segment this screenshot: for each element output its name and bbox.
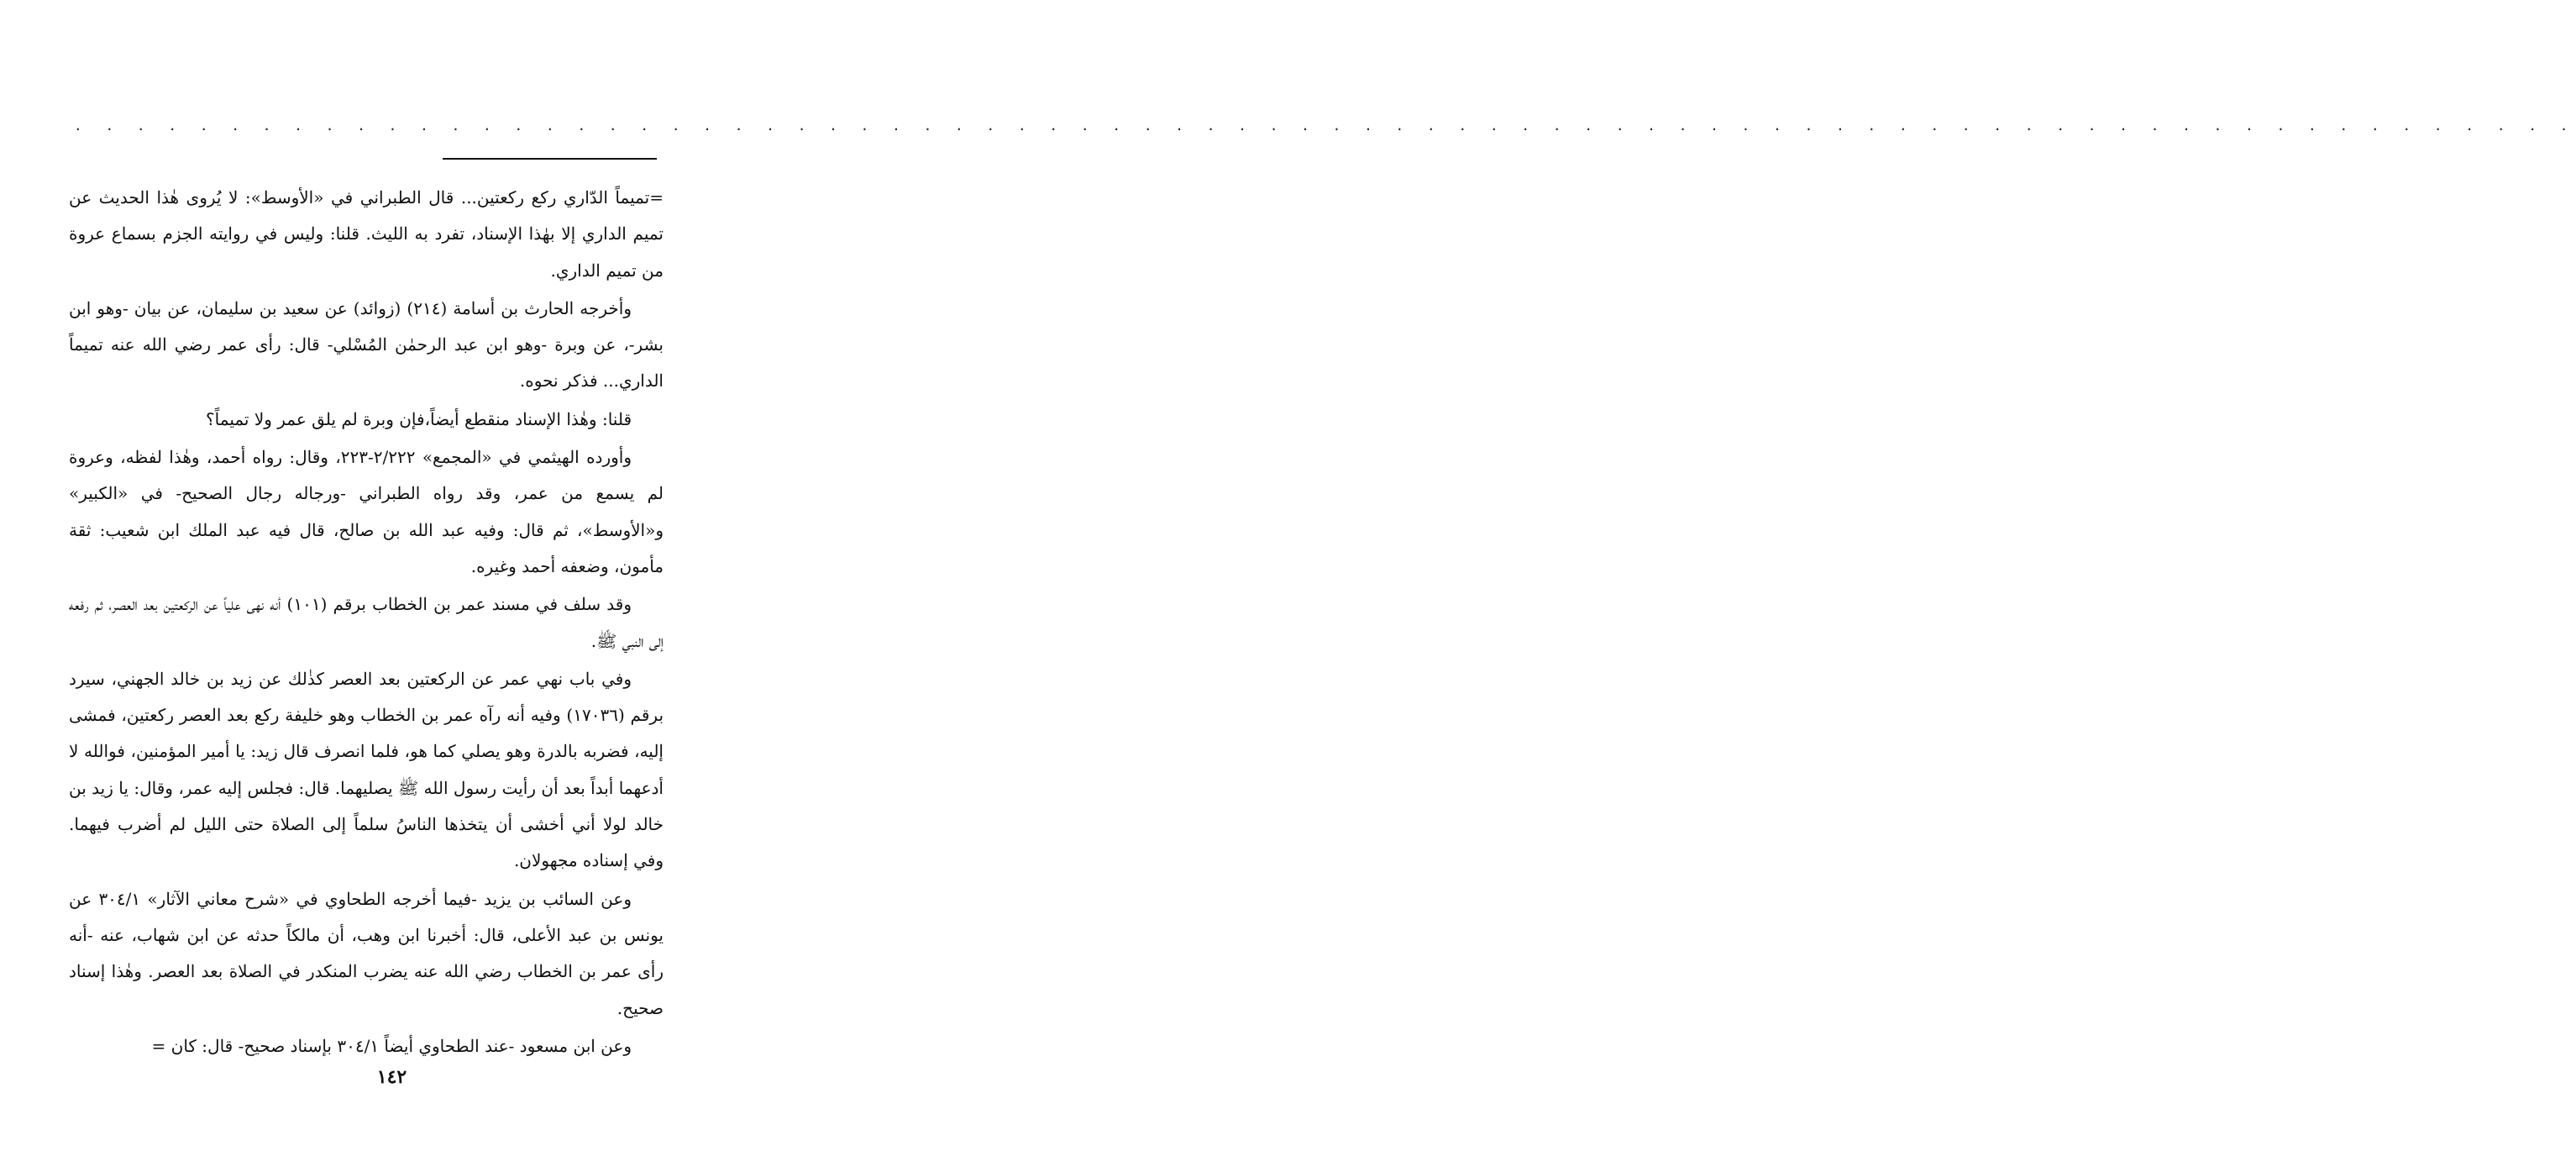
paragraph-continued: =تميماً الدّاري ركع ركعتين... قال الطبراني في «الأوسط»: لا يُروى هٰذا الحديث عن تميم الداري إلا بهٰذا الإسناد، تفرد به الليث. قلنا: وليس في روايته الجزم بسماع عروة من تميم الداري. bbox=[69, 187, 664, 281]
footnote-rule bbox=[443, 158, 657, 160]
dotted-separator: . . . . . . . . . . . . . . . . . . . . . . . . . . . . . . . . . . . . . . . . . . . . . . . . . . . . . . . . . . . . . . . . . . . . . . . . . . . . . . . . bbox=[74, 118, 2576, 134]
page-number: ١٤٢ bbox=[376, 1066, 407, 1088]
paragraph: وقد سلف في مسند عمر بن الخطاب برقم (١٠١) أنه نهى علياً عن الركعتين بعد العصر، ثم رفعه إلى النبي ﷺ. bbox=[69, 594, 664, 651]
paragraph: وأورده الهيثمي في «المجمع» ٢/٢٢٢-٢٢٣، وقال: رواه أحمد، وهٰذا لفظه، وعروة لم يسمع من عمر، وقد رواه الطبراني -ورجاله رجال الصحيح- في «الكبير» و«الأوسط»، ثم قال: وفيه عبد الله بن صالح، قال فيه عبد الملك ابن شعيب: ثقة مأمون، وضعفه أحمد وغيره. bbox=[69, 447, 664, 576]
paragraph: وعن السائب بن يزيد -فيما أخرجه الطحاوي في «شرح معاني الآثار» ٣٠٤/١ عن يونس بن عبد الأعلى، قال: أخبرنا ابن وهب، أن مالكاً حدثه عن ابن شهاب، عنه -أنه رأى عمر بن الخطاب رضي الله عنه يضرب المنكدر في الصلاة بعد العصر. وهٰذا إسناد صحيح. bbox=[69, 888, 664, 1018]
paragraph: وأخرجه الحارث بن أسامة (٢١٤) (زوائد) عن سعيد بن سليمان، عن بيان -وهو ابن بشر-، عن وبرة -وهو ابن عبد الرحمٰن المُسْلي- قال: رأى عمر رضي الله عنه تميماً الداري... فذكر نحوه. bbox=[69, 297, 664, 392]
footnote-body bbox=[69, 180, 664, 1066]
paragraph-continues: وعن ابن مسعود -عند الطحاوي أيضاً ٣٠٤/١ بإسناد صحيح- قال: كان = bbox=[151, 1035, 632, 1056]
paragraph: وفي باب نهي عمر عن الركعتين بعد العصر كذٰلك عن زيد بن خالد الجهني، سيرد برقم (١٧٠٣٦) وفيه أنه رآه عمر بن الخطاب وهو خليفة ركع بعد العصر ركعتين، فمشى إليه، فضربه بالدرة وهو يصلي كما هو، فلما انصرف قال زيد: يا أمير المؤمنين، فوالله لا أدعهما أبداً بعد أن رأيت رسول الله ﷺ يصليهما. قال: فجلس إليه عمر، وقال: يا زيد بن خالد لولا أني أخشى أن يتخذها الناسُ سلماً إلى الصلاة حتى الليل لم أضرب فيهما. وفي إسناده مجهولان. bbox=[69, 668, 664, 871]
paragraph: قلنا: وهٰذا الإسناد منقطع أيضاً،فإن وبرة لم يلق عمر ولا تميماً؟ bbox=[206, 408, 632, 429]
